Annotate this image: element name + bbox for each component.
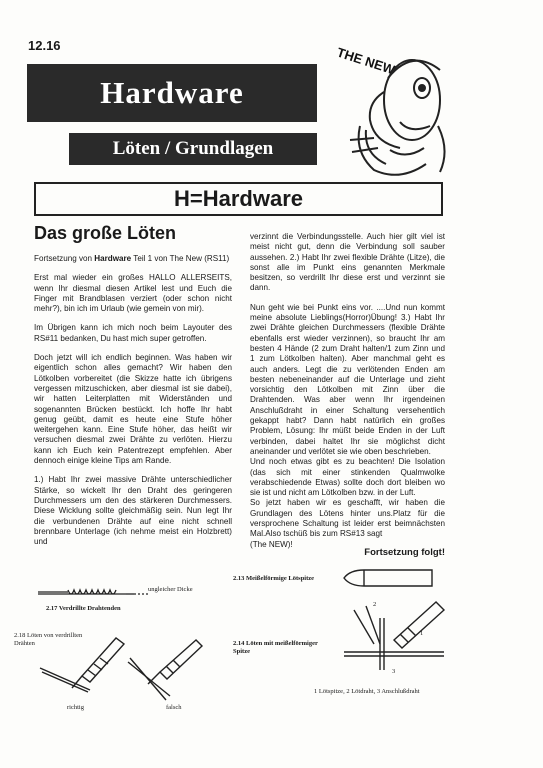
series-box: H=Hardware	[34, 182, 443, 216]
figure-soldering-twisted	[30, 632, 210, 706]
figure-217-label: ungleicher Dicke	[148, 586, 193, 593]
paragraph: verzinnt die Verbindungsstelle. Auch hier gilt viel ist meist nicht gut, denn die Verbindung soll sauber aussehen. 2.) Habt Ihr zwei flexible Drähte (Litze), die sonst alle im Punkt eins genannten Merkmale besitzen, so verdrillt Ihr diese erst und verzinnt sie dann.	[250, 232, 445, 293]
signature: (The NEW)!	[250, 539, 293, 549]
page-title: Hardware	[27, 64, 317, 122]
paragraph: 1.) Habt Ihr zwei massive Drähte unterschiedlicher Stärke, so wickelt Ihr den Draht des geringeren Durchmessers um den des stärkeren Durchmessers. Diese Wicklung sollte gleichmäßig sein. Nun legt Ihr die verbundenen Drähte auf eine nicht schnell brennbare Unterlage (ich nehme meist ein Holzbrett) und	[34, 475, 232, 547]
section-number: 12.16	[28, 38, 61, 53]
continued-note: Fortsetzung folgt!	[364, 546, 445, 558]
figure-214-caption: 2.14 Löten mit meißelförmiger	[233, 640, 318, 647]
figure-214-legend: 1 Lötspitze, 2 Lötdraht, 3 Anschlußdraht	[314, 688, 420, 695]
intro-paragraph	[34, 254, 232, 264]
figure-213-caption: 2.13 Meißelförmige Lötspitze	[233, 575, 315, 582]
figure-chisel-tip	[340, 566, 440, 590]
figure-214-caption-line2: Spitze	[233, 648, 250, 655]
figure-214-number-1: 1	[420, 630, 424, 637]
mascot-illustration	[330, 30, 465, 180]
figure-218-right-label: richtig	[67, 704, 84, 711]
figure-chisel-soldering	[340, 598, 450, 678]
page-subtitle: Löten / Grundlagen	[69, 133, 317, 165]
figure-218-wrong-label: falsch	[166, 704, 182, 711]
intro-text: Fortsetzung von	[34, 254, 95, 263]
paragraph: Im Übrigen kann ich mich noch beim Layouter des RS#11 bedanken, Du hast mich super getroffen.	[34, 323, 232, 343]
paragraph: So jetzt haben wir es geschafft, wir haben die Grundlagen des Lötens hinter uns.Platz für die versprochene Schaltung ist leider erst beimnächsten Mal.Also tschüß bis zum RS#13 sagt	[250, 498, 445, 539]
article-title: Das große Löten	[34, 223, 177, 243]
figure-217-caption: 2.17 Verdrillte Drahtenden	[46, 605, 121, 612]
figure-214-number-2: 2	[373, 601, 377, 608]
figure-218-caption: 2.18 Löten von verdrillten	[14, 632, 83, 639]
paragraph: Erst mal wieder ein großes HALLO ALLERSEITS, wenn Ihr diesmal diesen Artikel lest und Euch die Finger mit Brandblasen verziert (oder schon nicht mehr?), bin ich im Urlaub (wie gemein von mir).	[34, 273, 232, 314]
mascot-text: THE NEW	[335, 44, 397, 78]
paragraph: Und noch etwas gibt es zu beachten! Die Isolation (das sich mit einer stinkenden Qualmwolke verabschiedende Etwas) sollte doch dort bleiben wo sie ist und nicht am Lötkolben bzw. in der Luft.	[250, 457, 445, 498]
figure-214-number-3: 3	[392, 668, 396, 675]
article-column-1	[34, 254, 232, 556]
intro-bold: Hardware	[94, 254, 132, 263]
paragraph: Nun geht wie bei Punkt eins vor. ....Und nun kommt meine absolute Lieblings(Horror)Übung! 3.) Habt Ihr zwei Drähte gleichen Durchmessers (flexible Drähte ebenfalls erst wieder verzinnen), so braucht Ihr am besten 4 Hände (2 zum Draht halten/1 zum Zinn und 1 zum Lötkolben halten). Aber manchmal geht es auch anders. Legt die zu verlötenden Enden am besten nebeneinander auf die Unterlage und zieht vorsichtig den Lötkolben mit Zinn über die Drahtenden. Was aber wenn Ihr irgendeinen Anschlußdraht in einer Schaltung versehentlich gekappt habt? Dann habt natürlich ein großes Problem, Lösung: Ihr müßt beide Enden in der Luft verbinden, dabei haltet Ihr sie möglichst dicht aneinander und verlötet sie wie oben beschrieben.	[250, 302, 445, 456]
intro-rest: Teil 1 von The New (RS11)	[131, 254, 230, 263]
paragraph: Doch jetzt will ich endlich beginnen. Was haben wir eigentlich schon alles gemacht? Wir haben den Lötkolben vorbereitet (die Skizze hatte ich übrigens vergessen mitzuschicken, aber diesmal ist sie dabei), wir hatten Leiterplatten mit Widerständen und sogenannten Brücken bestückt. Ich hoffe Ihr habt genug geübt, damit es heute eine Stufe höher weitergehen kann. Eine Stufe höher, das heißt wir versuchen diesmal zwei Drähte zu verlöten. Hierzu kann ich Euch kein Patentrezept empfehlen. Aber dennoch einige kleine Tips am Rande.	[34, 353, 232, 466]
article-column-2	[250, 232, 445, 558]
figure-218-caption-line2: Drähten	[14, 640, 35, 647]
